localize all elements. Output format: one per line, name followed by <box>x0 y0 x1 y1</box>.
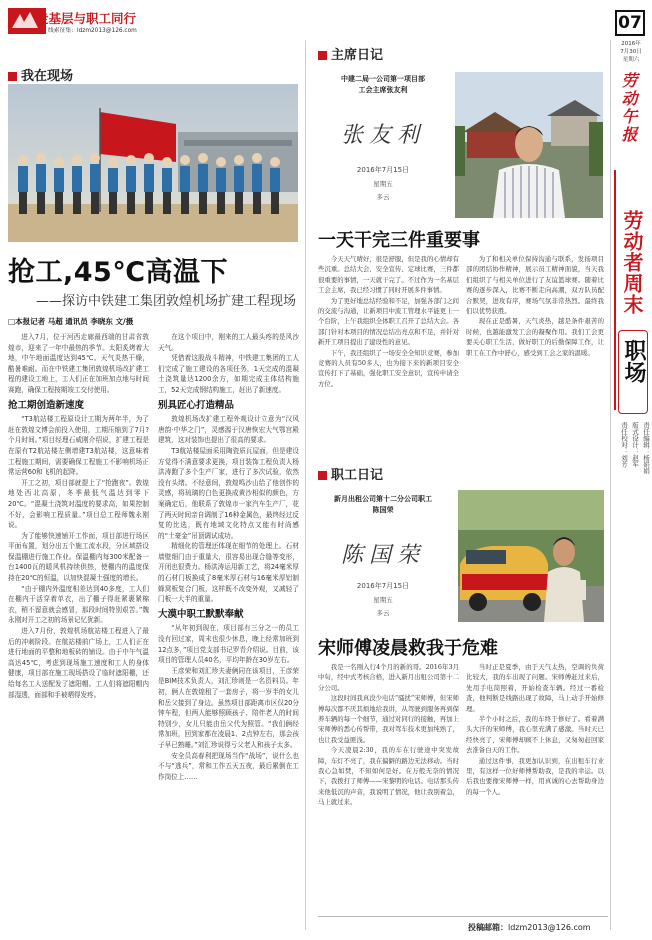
footer-line <box>318 916 608 917</box>
diary2-headline: 宋师傅凌晨救我于危难 <box>318 638 498 659</box>
credits <box>620 422 651 512</box>
section-mark-icon <box>318 471 327 480</box>
section-title-workplace: 职场 <box>621 339 646 383</box>
footer-label: 投稿邮箱： <box>468 923 508 932</box>
article-paragraph: 为了能够快速铺开工作面，项目部进行场区平面布置，划分出五个施工流水段，分区域搭设保温棚进行施工作业。保温棚内每300米配备一台1400瓦的暖风机持续供热，使棚内的温度保持在20℃的恒温，以加快混凝土强度的增长。 <box>8 531 149 583</box>
photo-chairman <box>455 72 603 218</box>
section-header-worker-diary <box>318 464 383 483</box>
diary1-weekday: 星期五 <box>373 180 393 188</box>
date-year: 2016年 <box>621 41 641 47</box>
diary2-author-info: 新月出租公司第十二分公司职工 陈国荣 <box>334 495 432 514</box>
section-mark-icon <box>318 51 327 60</box>
date-weekday: 星期六 <box>622 57 640 63</box>
diary2-author-card <box>318 486 448 626</box>
page-number-badge <box>615 10 645 36</box>
article-paragraph: T3航站楼屋面采用陶瓷质瓦屋面，但是建设方觉得不满意要求更换，项目装饰工程负责人杨洪涛跑了多个生产厂家，进行了多次试验，依然没有头绪。不经意间，敦煌鸣沙山给了他创作的灵感，将琉璃的白色更换成黄沙相似的颜色，方案确定后，他联系了敦煌市一家汽车生产厂，花了两天时间亲自调制了16种金属色，最终经过反复的比选，既有地域文化特点又能有时尚感的“土豪金”吊顶调试成功。 <box>158 446 299 540</box>
credit-proofreader: 责任校对：刘芳 <box>620 422 628 468</box>
section-label: 我在现场 <box>21 69 74 84</box>
article-paragraph: 凭借着这股战斗精神，中铁建工集团的工人们完成了施工建设的各项任务，1天完成的混凝土浇筑量达1200余方，如期完成主体结构施工，52天完成钢结构施工，赶出了新速度。 <box>158 354 299 394</box>
diary1-col-2 <box>466 254 604 454</box>
photo-workers-group <box>8 84 298 242</box>
article-paragraph: 敦煌机场改扩建工程外观设计立意为“汉风唐韵·中华之门”，灵感源于汉唐恢宏大气鄂宫殿建筑，这对装饰也提出了很高的要求。 <box>158 415 299 445</box>
diary1-author-info: 中建二局一公司第一项目部 工会主席张友利 <box>341 75 425 94</box>
article-paragraph: “由于棚内外温度相差达到40多度，工人们在棚内干活穿着单衣，出了棚子得赶紧裹紧棉衣，稍不留意就会感冒，那段时间特别艰苦。”魏永刚对开工之初的场景记忆犹新。 <box>8 584 149 625</box>
section-title-workplace-box <box>618 330 648 414</box>
article-col-2 <box>158 332 299 934</box>
article-subhead: 大漠中职工默默奉献 <box>158 608 244 620</box>
section-title-weekend: 劳动者周末 <box>620 210 644 315</box>
diary1-weather: 多云 <box>376 193 390 201</box>
diary2-signature: 陈国荣 <box>340 543 425 568</box>
diary2-col-2 <box>466 662 604 912</box>
page-date <box>614 40 648 64</box>
article-paragraph: “T3航站楼工程原设计工期为两年半，为了赶在敦煌文博会前投入使用，工期压缩到了7月?个月时间。”项目经理石威刚介绍说，扩建工程是在原有T2航站楼左侧增建T3航站楼，这意味着工程施工期间，需要确保工程施工不影响机场正常运营60和飞机的起降。 <box>8 415 149 477</box>
article-paragraph: “从年初到现在，项目部有三分之一的员工没有回过家，周末也很少休息，晚上经常加班到12点多，”项目党支部书记罗青介绍说。目前，该项目的管理人员40名，平均年龄在30岁左右。 <box>158 624 299 665</box>
diary-paragraph: 今天天气晴好，很是舒服，但是我的心情却有些沉重。总结大会、安全宣传、定球比赛，三件都很重要的事情，一天就干完了。不过作为一名基层工会主席，我已经习惯了同时开展多件事情。 <box>318 255 459 295</box>
diary2-date: 2016年7月15日 <box>356 582 410 590</box>
diary2-weekday: 星期五 <box>373 596 393 604</box>
right-red-bar <box>614 170 616 410</box>
main-subheadline: ——探访中铁建工集团敦煌机场扩建工程现场 <box>36 294 297 309</box>
article-paragraph: 在这个项目中，刚来的工人最头疼的是风沙天气。 <box>158 333 299 352</box>
column-divider <box>305 40 306 930</box>
photo-taxi-driver <box>458 490 604 622</box>
credit-designer: 版式设计：赵军 <box>631 422 639 468</box>
article-subhead: 抢工期创造新速度 <box>8 399 85 411</box>
diary1-author-card <box>318 66 448 216</box>
diary1-headline: 一天干完三件重要事 <box>318 230 480 251</box>
article-paragraph: 安全员高春利把现场当作“战场”，说什么也不与“逃兵”，常和工作五天五夜，最后累倒在工作岗位上…… <box>158 751 299 781</box>
diary-paragraph: 为了更好地总结经验和不足，加强各部门之间的交流与沟通，让新项目中流工管理水平能更上一个台阶，上午我组织全体职工召开了总结大会。各部门针对本项目的情况总结出亮点和不足，并针对新开工项目提出了建设性的意见。 <box>318 296 459 347</box>
diary2-weather: 多云 <box>376 609 390 617</box>
section-mark-icon <box>8 72 17 81</box>
credit-editor: 责任编辑：杨娟娟 <box>642 422 650 474</box>
section-label: 主席日记 <box>331 48 384 63</box>
article-subhead: 别具匠心打造精品 <box>158 399 235 411</box>
main-headline: 抢工,45℃高温下 <box>8 257 229 288</box>
article-paragraph: 精细化的管理还体现在细节的处理上。石材墙壁细门由于重量大，很容易出现合缝等变形，开闭也很费力。杨洪涛运用新工艺，将24毫米厚的石材门板换成了8毫米厚石材与16毫米厚铝制蜂窝板复合门板，这样既不改变外观，又减轻了门板一大半的重量。 <box>158 542 299 604</box>
diary-paragraph: 为了和相关单位保持沟通与联系，发扬项目部的团结协作精神，展示员工精神面貌，当天我们组织了与相关单位进行了友谊篮球赛。随着比赛的逐步深入，比赛不断走向高潮，双方队员配合默契，进攻有序，赛场气氛非常热烈。最终我们以优势获胜。 <box>466 255 604 316</box>
diary-paragraph: 我是一名刚入行4个月的新的哥。2016年3月中旬，经中式考核合格，进入新月出租公司第十二分公司。 <box>318 663 459 692</box>
right-divider <box>610 40 611 930</box>
date-day: 7月30日 <box>620 49 642 55</box>
footer-contact <box>468 922 591 933</box>
article-paragraph: 王彦荣和刘汇珍夫妻俩同在该项目，王彦荣是BIM技术负责人，刘汇珍则是一名资料员。年初，俩人在敦煌租了一套房子，将一岁半的女儿和岳父接到了身边。虽然项目部距离市区仅20分钟车程，但两人能够照顾孩子、陪伴老人的时间特别少，女儿只能由岳父代为照管。“我们俩经常加班，回到家都在凌晨1、2点钟左右，那会孩子早已熟睡。”刘汇珍说得亏父老人和孩子太多。 <box>158 666 299 749</box>
byline: □本报记者 马超 通讯员 李晓东 文/摄 <box>8 317 134 326</box>
masthead <box>8 8 138 34</box>
masthead-contribute: 线索征集：ldzm2013@126.com <box>48 28 137 34</box>
section-label: 职工日记 <box>331 468 384 483</box>
article-col-1 <box>8 332 149 934</box>
diary-paragraph: 下午，我还组织了一场安全全知识竞赛，参加竞赛的人员有50多人，也为接下来的新项目安全宣传打下了基础，强化职工安全意识，宣传申请全方位。 <box>318 348 459 388</box>
diary-paragraph: 今天凌晨2:30，我的车在行驶途中突发故障，车灯不亮了，我在偏僻的路边无法移动。当时我心急如焚，不知如何是好。在万般无奈的情况下，我拨打了师傅——宋黎明的电话。电话那头传来他低沉的声音，我说明了情况，他让我别着急，马上就过来。 <box>318 746 459 807</box>
diary-paragraph: 通过这件事，我更加认识到，在出租车行业里，有这样一位好师傅帮助我，是我的幸运。以后我也要像宋师傅一样，用真诚的心去帮助身边的每一个人。 <box>466 756 604 796</box>
diary1-signature: 张友利 <box>340 123 425 148</box>
diary2-col-1 <box>318 662 459 912</box>
diary-paragraph: 半个小时之后，我的车终于修好了。看着满头大汗的宋师傅，我心里充满了感激。当时天已经快亮了，宋师傅却顾不上休息，又匆匆赶回家去准备白天的工作。 <box>466 715 604 755</box>
diary1-date: 2016年7月15日 <box>356 166 410 174</box>
article-paragraph: 进入7月，位于河西走廊最西端的甘肃省敦煌市，迎来了一年中最热的季节。太阳炙烤着大地，中午地面温度达到45℃。天气炎热干燥，酷暑难耐。而在中铁建工集团敦煌机场改扩建工程的建设工地上，工人们正在加班加点地与时间赛跑，确保工程按期竣工交付使用。 <box>8 333 149 394</box>
diary1-col-1 <box>318 254 459 454</box>
diary-paragraph: 这段时间我真没少电话“骚扰”宋师傅，但宋师傅每次都不厌其烦地给我讲，从驾驶到服务再到保养车辆的每一个细节，通过对同行的接触，再加上宋师傅的悉心传帮带，我对驾车技术更加纯熟了，也让我受益匪浅。 <box>318 694 459 744</box>
footer-email: ldzm2013@126.com <box>508 923 591 932</box>
page-number: 07 <box>618 13 642 33</box>
article-paragraph: 开工之初，项目部就提上了“抢跑夜”。敦煌地处西北高原，冬季最低气温达到零下20℃。“混凝土浇筑对温度的要求高，如果控制不好，会影响工程质量。”项目总工程师魏永刚说。 <box>8 478 149 530</box>
section-header-chairman-diary <box>318 44 383 63</box>
article-paragraph: 进入7月份，敦煌机场航站楼工程进入了最后的冲刺阶段。在航站楼前广场上，工人们正在进行地面的平整和地板砖的铺设。由于中午气温高达45℃，考虑到现场施工速度和工人的身体健康，项目部在施工现场搭设了临时遮阳棚，还给每名工人送配发了遮阳帽。工人们将遮阳帽内部湿透，面部和手被晒得发疼。 <box>8 627 149 699</box>
paper-name: 劳动午报 <box>619 72 638 144</box>
masthead-title: 走基层与职工同行 <box>36 11 137 26</box>
diary-paragraph: 现在正是酷暑，天气炎热，越是条件艰苦的时候，也越能激发工会的凝聚作用。我们工会更要关心职工生活，做好职工的后勤保障工作，让职工在工作中舒心，感受到工会之家的温暖。 <box>466 317 604 357</box>
section-header-on-site <box>8 65 73 84</box>
diary-paragraph: 当时正是夏季，由于天气太热，空调的负荷比较大，我的车出现了问题。宋师傅赶过来后，先用手电筒照着，开始检查车辆。经过一番检查，他判断是线路出现了故障，马上动手开始修理。 <box>466 663 604 713</box>
